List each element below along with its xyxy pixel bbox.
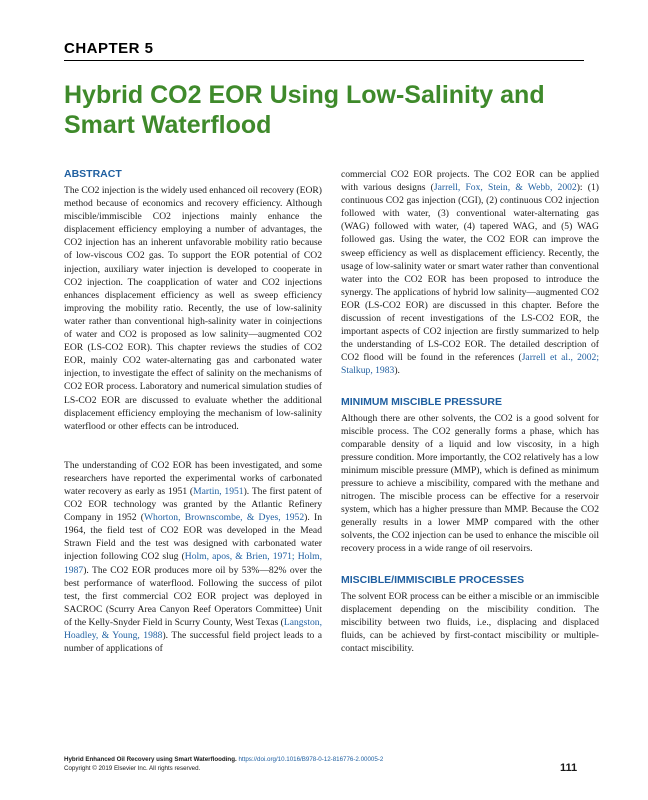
citation-link[interactable]: Holm, apos, & Brien, 1971; Holm, 1987	[64, 551, 322, 576]
mmp-heading: MINIMUM MISCIBLE PRESSURE	[341, 395, 503, 408]
abstract-text: The CO2 injection is the widely used enhanced oil recovery (EOR) method because of economics and recovery efficiency. Although miscible/immiscible CO2 injections mainly enhance the displacement efficiency employing a number of advantages, the CO2 injection has an inherent unfavorable mobility ratio because of low-viscous CO2 gas. To support the EOR potential of CO2 injection, auxiliary water injection is developed to cooperate in CO2 injection. The coapplication of water and CO2 injections enhances displacement efficiency as well as sweep efficiency improving the mobility ratio. Recently, the use of low-salinity water rather than conventional high-salinity water in coinjections of water and CO2 is proposed as low salinity—augmented CO2 EOR (LS-CO2 EOR). This chapter reviews the studies of CO2 EOR, mainly CO2 water-alternating gas and carbonated water injection, to investigate the effect of salinity on the mechanisms of CO2 EOR process. Laboratory and numerical simulation studies of LS-CO2 EOR are discussed to evaluate whether the additional displacement efficiency employing the mechanism of low-salinity waterflood or other effects can be introduced.	[64, 185, 322, 432]
book-title: Hybrid Enhanced Oil Recovery using Smart Waterflooding.	[64, 756, 237, 763]
footer	[64, 755, 584, 773]
page-number: 111	[560, 762, 578, 774]
left-column	[64, 168, 322, 655]
citation-link[interactable]: Martin, 1951	[193, 485, 244, 497]
miscible-text: The solvent EOR process can be either a miscible or an immiscible displacement depending on the miscibility condition. The miscibility between two fluids, i.e., displacing and displaced fluids, can be achieved by first-contact miscibility or multiple-contact miscibility.	[341, 590, 599, 654]
mmp-text: Although there are other solvents, the CO2 is a good solvent for miscible process. The CO2 generally forms a phase, which has comparable density of a liquid and low viscosity, in a high pressure condition. More importantly, the CO2 relatively has a low minimum miscible pressure (MMP), which is defined as minimum pressure to achieve a miscibility, compared with the methane and nitrogen. The miscible process can be effective for a reservoir system, which has a higher pressure than MMP. Because the CO2 generally results in a lower MMP compared with the other solvents, the CO2 injection can be used to enhance the miscible oil recovery process in a wide range of oil reservoirs.	[341, 412, 599, 555]
abstract-heading: ABSTRACT	[64, 168, 122, 180]
doi-link[interactable]: https://doi.org/10.1016/B978-0-12-816776-2.00005-2	[238, 756, 384, 763]
citation-link[interactable]: Langston, Hoadley, & Young, 1988	[64, 616, 322, 641]
title-line-1: Hybrid CO2 EOR Using Low-Salinity and	[64, 81, 545, 109]
citation-link[interactable]: Jarrell et al., 2002; Stalkup, 1983	[341, 352, 599, 377]
intro-continued: commercial CO2 EOR projects. The CO2 EOR can be applied with various designs (Jarrell, Fox, Stein, & Webb, 2002): (1) continuous CO2 gas injection (CGI), (2) continuous CO2 injection followed with water, (3) conventional water-alternating gas (WAG) followed with water, (4) tapered WAG, and (5) WAG followed gas. Using the water, the CO2 EOR can improve the sweep efficiency as well as displacement efficiency. Recently, the usage of low-salinity water or smart water rather than conventional water into the CO2 EOR has been proposed to introduce the synergy. The applications of hybrid low salinity—augmented CO2 EOR (LS-CO2 EOR) are discussed in this chapter. Before the discussion of recent investigations of the LS-CO2 EOR, the important aspects of CO2 injection are firstly summarized to help the understanding of LS-CO2 EOR. The detailed description of CO2 flood will be found in the references (Jarrell et al., 2002; Stalkup, 1983).	[341, 169, 599, 377]
intro-paragraph: The understanding of CO2 EOR has been investigated, and some researchers have reported the experimental works of carbonated water recovery as early as 1951 (Martin, 1951). The first patent of CO2 EOR technology was granted by the Atlantic Refinery Company in 1952 (Whorton, Brownscombe, & Dyes, 1952). In 1964, the field test of CO2 EOR was developed in the Mead Strawn Field and the test was designed with carbonated water injection following CO2 slug (Holm, apos, & Brien, 1971; Holm, 1987). The CO2 EOR produces more oil by 53%—82% over the best performance of waterflood. Following the success of pilot test, the first commercial CO2 EOR project was deployed in SACROC (Scurry Area Canyon Reef Operators Committee) Unit of the Kelly-Snyder Field in Scurry County, West Texas (Langston, Hoadley, & Young, 1988). The successful field project leads to a number of applications of	[64, 459, 322, 655]
chapter-label: CHAPTER 5	[64, 40, 154, 57]
citation-link[interactable]: Jarrell, Fox, Stein, & Webb, 2002	[433, 182, 577, 194]
citation-link[interactable]: Whorton, Brownscombe, & Dyes, 1952	[143, 512, 305, 524]
chapter-rule	[64, 60, 584, 61]
copyright: Copyright © 2019 Elsevier Inc. All rights reserved.	[64, 765, 201, 772]
chapter-title	[64, 80, 604, 140]
miscible-heading: MISCIBLE/IMMISCIBLE PROCESSES	[341, 573, 525, 586]
title-line-2: Smart Waterflood	[64, 111, 272, 139]
right-column	[341, 168, 599, 655]
